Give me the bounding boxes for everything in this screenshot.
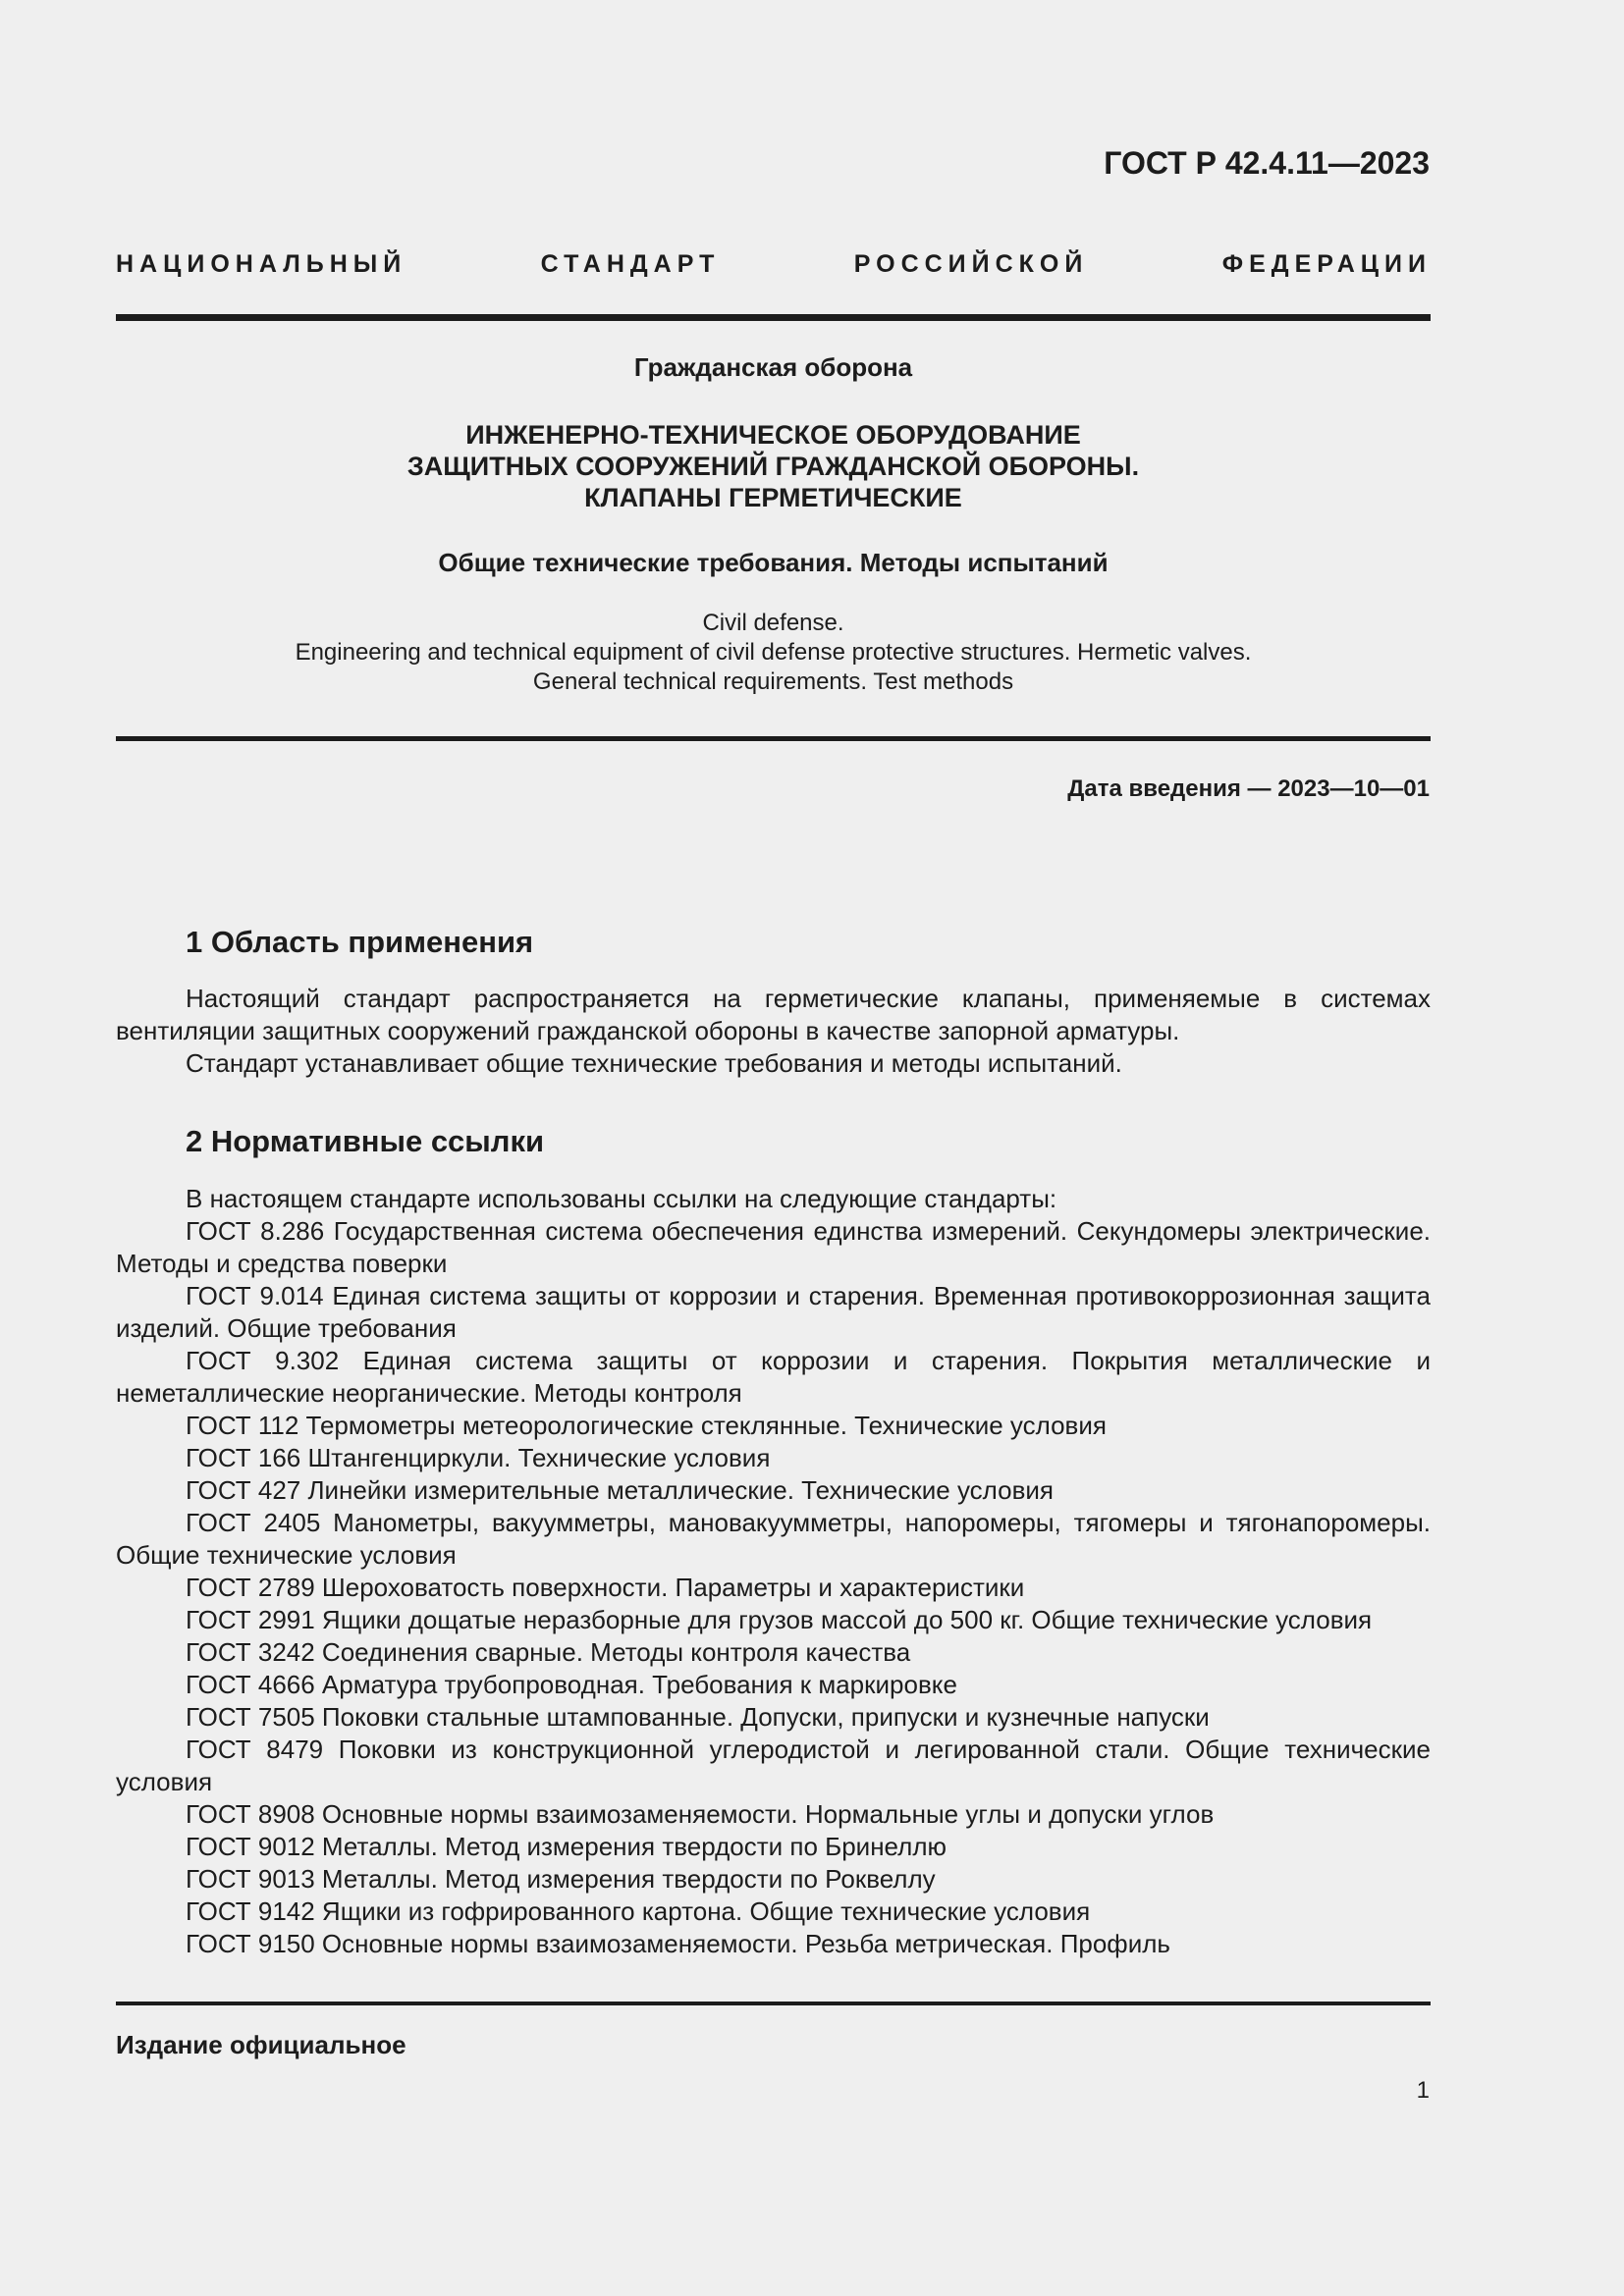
section2-intro: В настоящем стандарте использованы ссылки на следующие стандарты: — [186, 1184, 1057, 1213]
reference-item: ГОСТ 9150 Основные нормы взаимозаменяемости. Резьба метрическая. Профиль — [186, 1929, 1170, 1958]
reference-item: ГОСТ 3242 Соединения сварные. Методы контроля качества — [186, 1637, 911, 1667]
reference-item: ГОСТ 427 Линейки измерительные металлические. Технические условия — [186, 1475, 1054, 1505]
standard-designation: ГОСТ Р 42.4.11—2023 — [1104, 145, 1430, 181]
national-standard-banner: НАЦИОНАЛЬНЫЙ СТАНДАРТ РОССИЙСКОЙ ФЕДЕРАЦИИ — [116, 250, 1432, 278]
title-main-line: ЗАЩИТНЫХ СООРУЖЕНИЙ ГРАЖДАНСКОЙ ОБОРОНЫ. — [406, 452, 1140, 481]
title-main-line: КЛАПАНЫ ГЕРМЕТИЧЕСКИЕ — [584, 483, 962, 512]
title-main — [116, 419, 1431, 513]
reference-item: ГОСТ 2991 Ящики дощатые неразборные для грузов массой до 500 кг. Общие технические условия — [186, 1605, 1373, 1634]
reference-item: ГОСТ 9.014 Единая система защиты от коррозии и старения. Временная противокоррозионная защита изделий. Общие требования — [116, 1281, 1431, 1343]
title-english-line: Engineering and technical equipment of civil defense protective structures. Hermetic valves. — [295, 639, 1252, 666]
reference-item: ГОСТ 9013 Металлы. Метод измерения твердости по Роквеллу — [186, 1864, 936, 1894]
reference-item: ГОСТ 2405 Манометры, вакуумметры, мановакуумметры, напоромеры, тягомеры и тягонапоромеры. Общие технические условия — [116, 1508, 1431, 1570]
reference-item: ГОСТ 2789 Шероховатость поверхности. Параметры и характеристики — [186, 1573, 1025, 1602]
section1-body — [116, 983, 1431, 1080]
title-divider — [116, 736, 1431, 741]
reference-item: ГОСТ 7505 Поковки стальные штампованные. Допуски, припуски и кузнечные напуски — [186, 1702, 1210, 1732]
intro-date: Дата введения — 2023—10—01 — [1067, 775, 1430, 802]
reference-item: ГОСТ 9142 Ящики из гофрированного картона. Общие технические условия — [186, 1896, 1091, 1926]
section1-paragraph: Настоящий стандарт распространяется на герметические клапаны, применяемые в системах вентиляции защитных сооружений гражданской обороны в качестве запорной арматуры. — [116, 984, 1431, 1045]
title-english-line: General technical requirements. Test methods — [532, 668, 1014, 695]
reference-item: ГОСТ 9.302 Единая система защиты от коррозии и старения. Покрытия металлические и неметаллические неорганические. Методы контроля — [116, 1346, 1431, 1408]
section2-heading: 2 Нормативные ссылки — [186, 1124, 545, 1158]
title-english — [116, 609, 1431, 697]
reference-item: ГОСТ 8.286 Государственная система обеспечения единства измерений. Секундомеры электрические. Методы и средства поверки — [116, 1216, 1431, 1278]
section1-heading: 1 Область применения — [186, 925, 534, 959]
title-subtitle: Общие технические требования. Методы испытаний — [438, 548, 1109, 577]
title-group: Гражданская оборона — [633, 352, 913, 382]
reference-item: ГОСТ 112 Термометры метеорологические стеклянные. Технические условия — [186, 1411, 1107, 1440]
reference-item: ГОСТ 8479 Поковки из конструкционной углеродистой и легированной стали. Общие технические условия — [116, 1735, 1431, 1796]
section1-paragraph: Стандарт устанавливает общие технические требования и методы испытаний. — [186, 1048, 1122, 1078]
header-divider — [116, 314, 1431, 321]
page-number: 1 — [1416, 2077, 1430, 2104]
title-main-line: ИНЖЕНЕРНО-ТЕХНИЧЕСКОЕ ОБОРУДОВАНИЕ — [465, 420, 1081, 450]
official-edition-label: Издание официальное — [116, 2030, 406, 2059]
section2-body — [116, 1183, 1431, 1960]
footer-divider — [116, 2002, 1431, 2005]
reference-item: ГОСТ 9012 Металлы. Метод измерения твердости по Бринеллю — [186, 1832, 947, 1861]
title-english-line: Civil defense. — [702, 610, 844, 636]
reference-item: ГОСТ 166 Штангенциркули. Технические условия — [186, 1443, 771, 1472]
reference-item: ГОСТ 8908 Основные нормы взаимозаменяемости. Нормальные углы и допуски углов — [186, 1799, 1215, 1829]
reference-item: ГОСТ 4666 Арматура трубопроводная. Требования к маркировке — [186, 1670, 957, 1699]
